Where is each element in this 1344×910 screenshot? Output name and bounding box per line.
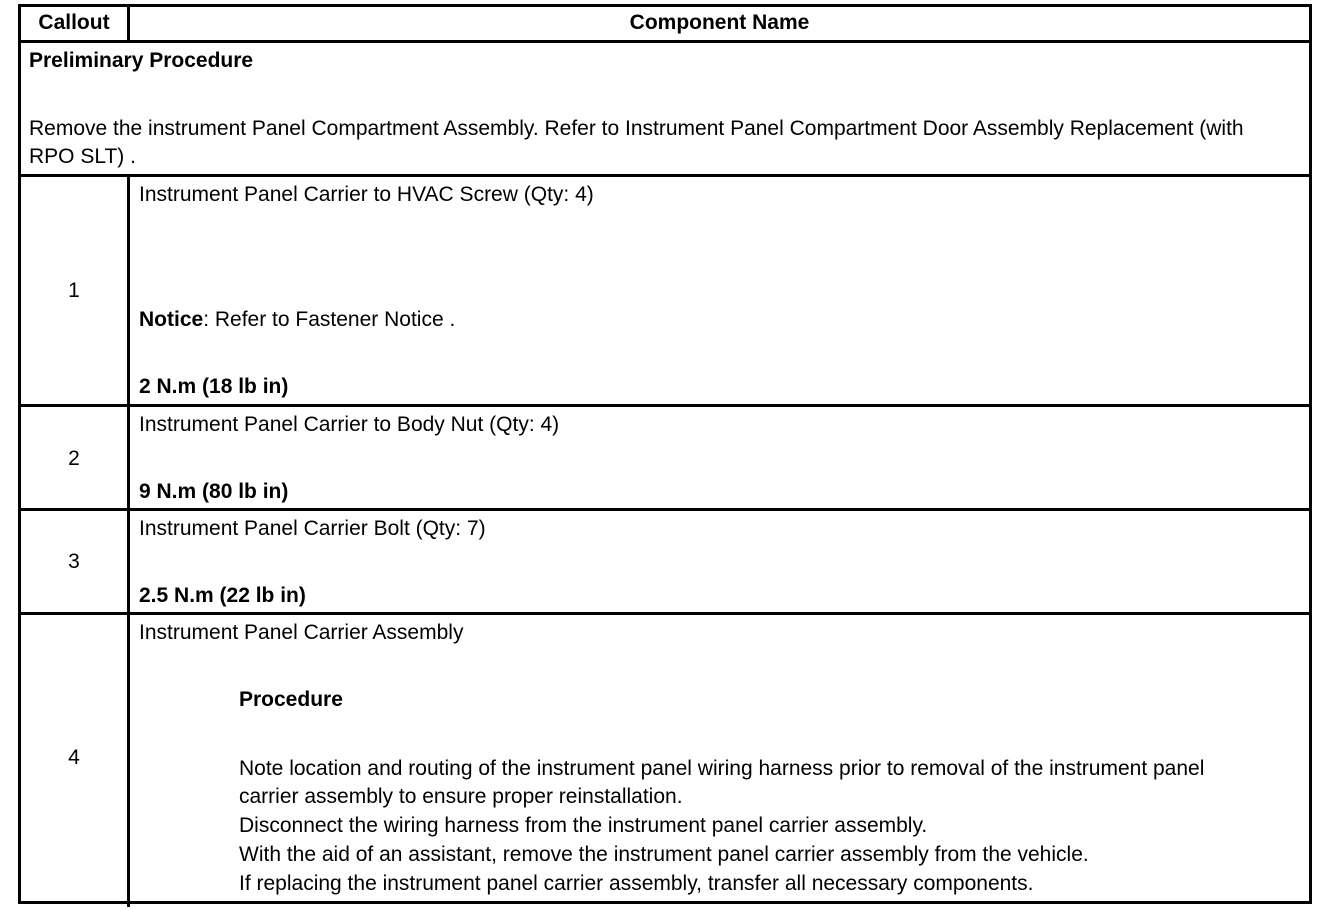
row-4-name: Instrument Panel Carrier Assembly	[139, 621, 464, 644]
row-1-torque: 2 N.m (18 lb in)	[139, 375, 289, 398]
component-table	[18, 4, 1312, 904]
row-1-divider	[21, 404, 1309, 407]
procedure-step-2: Disconnect the wiring harness from the instrument panel carrier assembly.	[239, 814, 928, 837]
procedure-step-3: With the aid of an assistant, remove the instrument panel carrier assembly from the vehicle.	[239, 843, 1089, 866]
row-2-torque: 9 N.m (80 lb in)	[139, 480, 289, 503]
procedure-step-1: Note location and routing of the instrument panel wiring harness prior to removal of the instrument panel carrier assembly to ensure proper reinstallation.	[239, 757, 1205, 808]
preliminary-divider	[21, 174, 1309, 177]
row-1-name: Instrument Panel Carrier to HVAC Screw (Qty: 4)	[139, 183, 594, 206]
procedure-title: Procedure	[239, 688, 343, 711]
row-3-name: Instrument Panel Carrier Bolt (Qty: 7)	[139, 517, 486, 540]
callout-1: 1	[68, 279, 80, 302]
preliminary-title: Preliminary Procedure	[29, 49, 254, 72]
body-column-divider	[127, 177, 130, 907]
header-component-name: Component Name	[629, 11, 810, 34]
notice-label: Notice	[139, 308, 204, 331]
row-2-name: Instrument Panel Carrier to Body Nut (Qty: 4)	[139, 413, 560, 436]
header-callout: Callout	[38, 11, 110, 34]
callout-4: 4	[68, 746, 80, 769]
callout-3: 3	[68, 550, 80, 573]
header-divider	[21, 40, 1309, 43]
row-3-divider	[21, 612, 1309, 615]
notice-text: : Refer to Fastener Notice .	[203, 308, 456, 331]
row-2-divider	[21, 508, 1309, 511]
row-3-torque: 2.5 N.m (22 lb in)	[139, 584, 306, 607]
procedure-step-4: If replacing the instrument panel carrier assembly, transfer all necessary components.	[239, 872, 1034, 895]
callout-2: 2	[68, 447, 80, 470]
row-1-notice	[139, 306, 455, 334]
preliminary-text: Remove the instrument Panel Compartment Assembly. Refer to Instrument Panel Compartment Door Assembly Replacement (with RPO SLT) .	[29, 117, 1244, 168]
